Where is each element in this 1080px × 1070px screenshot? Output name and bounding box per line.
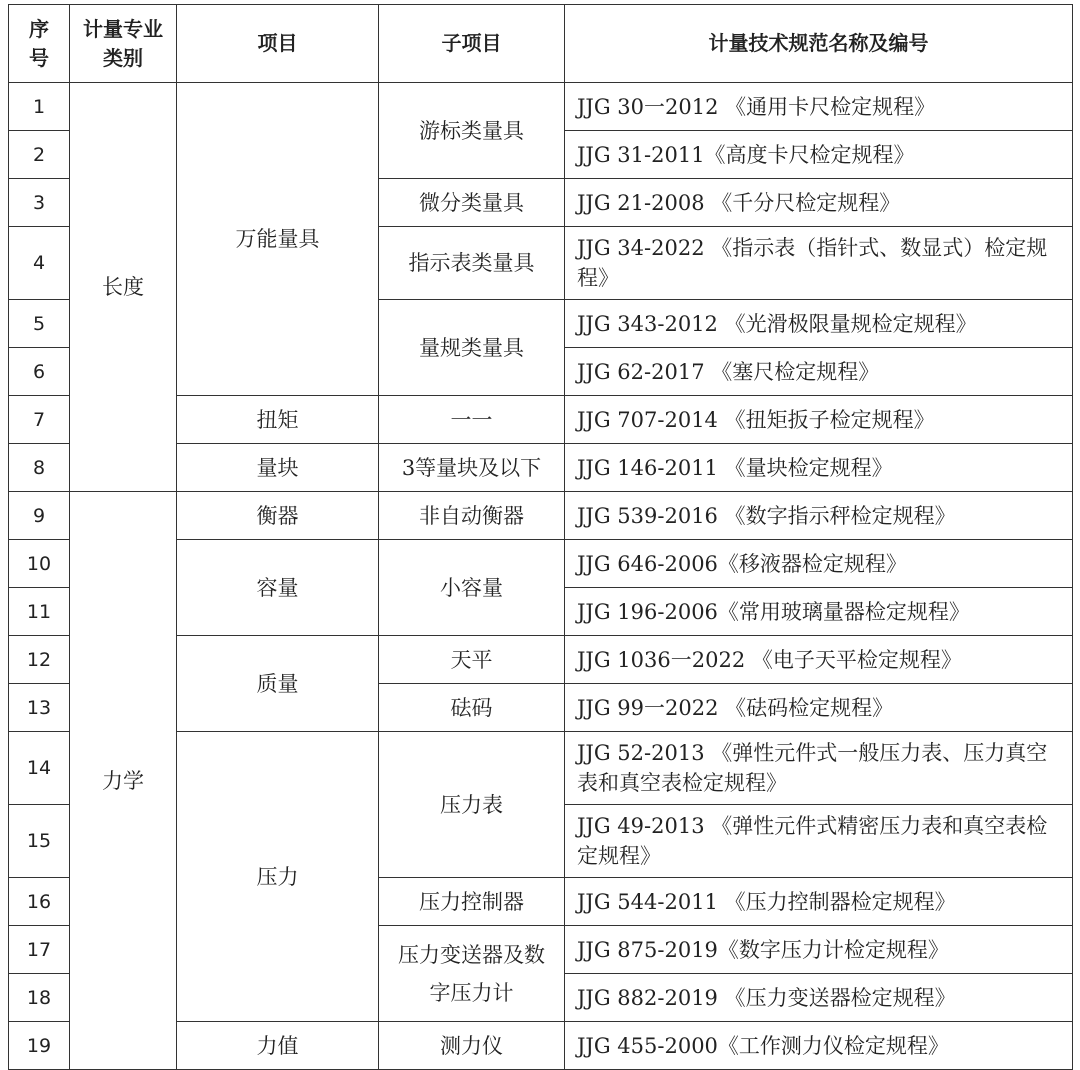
spec-cell: JJG 455-2000《工作测力仪检定规程》 [565,1022,1073,1070]
item-cell: 量块 [177,444,379,492]
row-number: 13 [9,684,70,732]
subitem-cell: 小容量 [379,540,565,636]
spec-cell: JJG 882-2019 《压力变送器检定规程》 [565,974,1073,1022]
category-cell: 力学 [70,492,177,1070]
spec-cell: JJG 544-2011 《压力控制器检定规程》 [565,878,1073,926]
row-number: 15 [9,805,70,878]
subitem-cell: 压力表 [379,732,565,878]
metrology-spec-table [8,4,1073,1070]
spec-cell: JJG 539-2016 《数字指示秤检定规程》 [565,492,1073,540]
subitem-cell: 指示表类量具 [379,227,565,300]
row-number: 2 [9,131,70,179]
row-number: 3 [9,179,70,227]
spec-cell: JJG 707-2014 《扭矩扳子检定规程》 [565,396,1073,444]
header-spec: 计量技术规范名称及编号 [565,5,1073,83]
row-number: 18 [9,974,70,1022]
spec-cell: JJG 52-2013 《弹性元件式一般压力表、压力真空表和真空表检定规程》 [565,732,1073,805]
row-number: 8 [9,444,70,492]
row-number: 5 [9,300,70,348]
row-number: 9 [9,492,70,540]
item-cell: 力值 [177,1022,379,1070]
subitem-cell: 测力仪 [379,1022,565,1070]
spec-cell: JJG 196-2006《常用玻璃量器检定规程》 [565,588,1073,636]
category-cell: 长度 [70,83,177,492]
subitem-cell: 砝码 [379,684,565,732]
spec-cell: JJG 34-2022 《指示表（指针式、数显式）检定规程》 [565,227,1073,300]
spec-cell: JJG 99一2022 《砝码检定规程》 [565,684,1073,732]
spec-cell: JJG 21-2008 《千分尺检定规程》 [565,179,1073,227]
spec-cell: JJG 49-2013 《弹性元件式精密压力表和真空表检定规程》 [565,805,1073,878]
subitem-cell: 微分类量具 [379,179,565,227]
subitem-cell: 游标类量具 [379,83,565,179]
row-number: 19 [9,1022,70,1070]
item-cell: 容量 [177,540,379,636]
row-number: 11 [9,588,70,636]
row-number: 1 [9,83,70,131]
row-number: 6 [9,348,70,396]
row-number: 4 [9,227,70,300]
header-subitem: 子项目 [379,5,565,83]
header-row [9,5,1073,83]
subitem-cell: 非自动衡器 [379,492,565,540]
header-item: 项目 [177,5,379,83]
spec-cell: JJG 875-2019《数字压力计检定规程》 [565,926,1073,974]
spec-cell: JJG 62-2017 《塞尺检定规程》 [565,348,1073,396]
row-number: 7 [9,396,70,444]
subitem-cell: 压力控制器 [379,878,565,926]
subitem-cell: 量规类量具 [379,300,565,396]
item-cell: 万能量具 [177,83,379,396]
header-category: 计量专业类别 [70,5,177,83]
subitem-cell: 一一 [379,396,565,444]
spec-cell: JJG 1036一2022 《电子天平检定规程》 [565,636,1073,684]
spec-cell: JJG 31-2011《高度卡尺检定规程》 [565,131,1073,179]
row-number: 16 [9,878,70,926]
subitem-cell: 压力变送器及数字压力计 [379,926,565,1022]
spec-cell: JJG 146-2011 《量块检定规程》 [565,444,1073,492]
spec-cell: JJG 343-2012 《光滑极限量规检定规程》 [565,300,1073,348]
row-number: 14 [9,732,70,805]
spec-cell: JJG 30一2012 《通用卡尺检定规程》 [565,83,1073,131]
header-no: 序号 [9,5,70,83]
item-cell: 压力 [177,732,379,1022]
table-row [9,492,1073,540]
row-number: 12 [9,636,70,684]
subitem-cell: 天平 [379,636,565,684]
item-cell: 质量 [177,636,379,732]
spec-cell: JJG 646-2006《移液器检定规程》 [565,540,1073,588]
row-number: 17 [9,926,70,974]
item-cell: 衡器 [177,492,379,540]
row-number: 10 [9,540,70,588]
table-row [9,83,1073,131]
subitem-cell: 3等量块及以下 [379,444,565,492]
item-cell: 扭矩 [177,396,379,444]
